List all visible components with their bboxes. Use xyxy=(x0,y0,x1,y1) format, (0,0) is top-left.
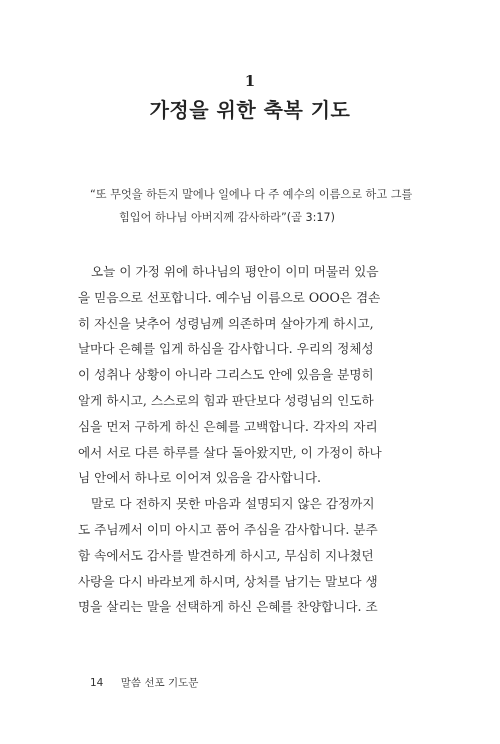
prayer-body xyxy=(78,259,438,620)
body-line: 님 안에서 하나로 이어져 있음을 감사합니다. xyxy=(78,470,321,486)
body-line: 함 속에서도 감사를 발견하게 하시고, 무심히 지나쳤던 xyxy=(78,547,374,563)
book-title: 말씀 선포 기도문 xyxy=(120,677,199,689)
page-footer xyxy=(90,675,198,690)
chapter-number: 1 xyxy=(244,72,256,90)
body-line: 명을 살리는 말을 선택하게 하신 은혜를 찬양합니다. 조 xyxy=(78,599,378,615)
scripture-line: 힘입어 하나님 아버지께 감사하라”(골 3:17) xyxy=(119,211,335,224)
body-line: 에서 서로 다른 하루를 살다 돌아왔지만, 이 가정이 하나 xyxy=(78,444,382,460)
body-line: 도 주님께서 이미 아시고 품어 주심을 감사합니다. 분주 xyxy=(78,521,378,537)
body-line: 심을 먼저 구하게 하신 은혜를 고백합니다. 각자의 자리 xyxy=(78,418,378,434)
body-line: 날마다 은혜를 입게 하심을 감사합니다. 우리의 정체성 xyxy=(78,341,374,357)
body-line: 말로 다 전하지 못한 마음과 설명되지 않은 감정까지 xyxy=(91,496,375,512)
scripture-quote xyxy=(90,183,420,229)
body-line: 오늘 이 가정 위에 하나님의 평안이 이미 머물러 있음 xyxy=(91,264,379,279)
page-number: 14 xyxy=(90,677,104,689)
scripture-line: “또 무엇을 하든지 말에나 일에나 다 주 예수의 이름으로 하고 그를 xyxy=(90,188,413,201)
body-line: 알게 하시고, 스스로의 힘과 판단보다 성령님의 인도하 xyxy=(78,392,374,408)
body-line: 히 자신을 낮추어 성령님께 의존하며 살아가게 하시고, xyxy=(78,315,374,331)
body-line: 이 성취나 상황이 아니라 그리스도 안에 있음을 분명히 xyxy=(78,367,374,383)
body-line: 을 믿음으로 선포합니다. 예수님 이름으로 OOO은 겸손 xyxy=(78,289,381,305)
chapter-title: 가정을 위한 축복 기도 xyxy=(149,98,351,122)
body-line: 사랑을 다시 바라보게 하시며, 상처를 남기는 말보다 생 xyxy=(78,573,378,589)
